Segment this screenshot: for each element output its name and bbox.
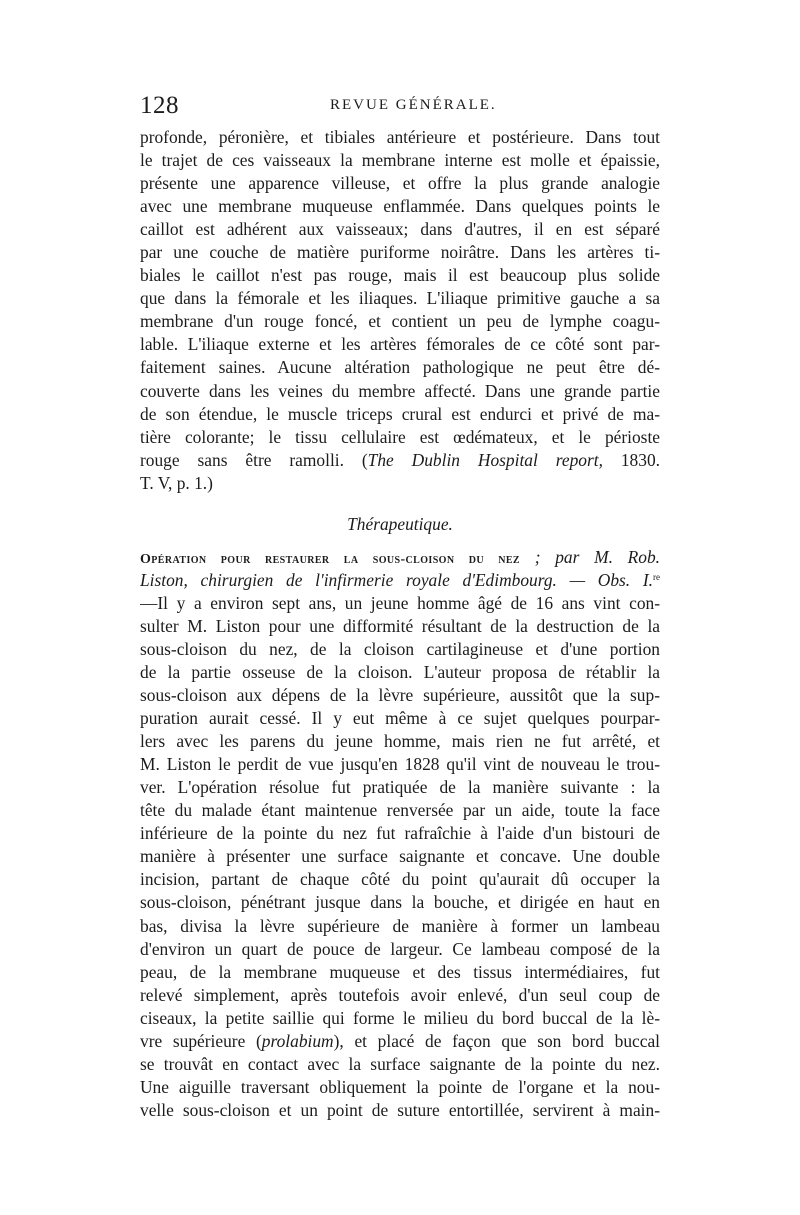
text-line: profonde, péronière, et tibiales antérieure et postérieure. Dans tout (140, 127, 660, 147)
text-line: que dans la fémorale et les iliaques. L'iliaque primitive gauche a sa (140, 288, 660, 309)
text-line: d'environ un quart de pouce de largeur. Ce lambeau composé de la (140, 938, 660, 959)
text-line: Une aiguille traversant obliquement la pointe de l'organe et la nou- (140, 1076, 660, 1097)
text-line: bas, divisa la lèvre supérieure de manière à former un lambeau (140, 915, 660, 936)
text-fragment: rouge sans être ramolli. ( (140, 449, 368, 470)
journal-title: The Dublin Hospital report, (367, 449, 603, 470)
text-line: sous-cloison du nez, de la cloison cartilagineuse et d'une portion (140, 638, 660, 659)
text-line: membrane d'un rouge foncé, et contient un peu de lymphe coagu- (140, 311, 660, 332)
body-text (140, 126, 660, 1122)
article-title-line (140, 546, 660, 569)
text-line: sous-cloison, pénétrant jusque dans la bouche, et dirigée en haut en (140, 892, 660, 913)
text-line: par une couche de matière puriforme noirâtre. Dans les artères ti- (140, 242, 660, 263)
text-fragment: ), et placé de façon que son bord buccal (333, 1030, 660, 1051)
text-line: biales le caillot n'est pas rouge, mais il est beaucoup plus solide (140, 265, 660, 286)
page-number: 128 (140, 92, 179, 119)
text-line: inférieure de la pointe du nez fut rafraîchie à l'aide d'un bistouri de (140, 823, 660, 844)
running-head: REVUE GÉNÉRALE. (330, 97, 497, 113)
text-line-citation (140, 449, 660, 472)
text-line: le trajet de ces vaisseaux la membrane interne est molle et épaissie, (140, 150, 660, 171)
text-fragment: vre supérieure ( (140, 1030, 262, 1051)
text-line: peau, de la membrane muqueuse et des tissus intermédiaires, fut (140, 961, 660, 982)
text-line: de son étendue, le muscle triceps crural est endurci et privé de ma- (140, 403, 660, 424)
prolabium-term: prolabium (261, 1030, 334, 1051)
text-line: —Il y a environ sept ans, un jeune homme âgé de 16 ans vint con- (140, 592, 660, 613)
text-line: incision, partant de chaque côté du point qu'aurait dû occuper la (140, 869, 660, 890)
text-line: faitement saines. Aucune altération pathologique ne peut être dé- (140, 357, 660, 378)
article-author-cont: Liston, chirurgien de l'infirmerie royale d'Edimbourg. — Obs. I. (140, 569, 653, 590)
article-author-line (140, 569, 660, 592)
article-author: M. Rob. (594, 546, 660, 567)
article-title: Opération pour restaurer la sous-cloison du nez (140, 551, 520, 567)
text-line: sulter M. Liston pour une difformité résultant de la destruction de la (140, 615, 660, 636)
article-title-sep: ; par (520, 546, 595, 567)
text-line: T. V, p. 1.) (140, 472, 213, 493)
obs-superscript: re (653, 571, 660, 582)
text-line: de la partie osseuse de la cloison. L'auteur proposa de rétablir la (140, 661, 660, 682)
text-line: relevé simplement, après toutefois avoir enlevé, d'un seul coup de (140, 984, 660, 1005)
text-line: ciseaux, la petite saillie qui forme le milieu du bord buccal de la lè- (140, 1007, 660, 1028)
section-heading: Thérapeutique. (347, 513, 453, 534)
text-line: manière à présenter une surface saignante et concave. Une double (140, 846, 660, 867)
text-line: caillot est adhérent aux vaisseaux; dans d'autres, il en est séparé (140, 219, 660, 240)
text-line: tière colorante; le tissu cellulaire est œdémateux, et le périoste (140, 426, 660, 447)
text-line: lable. L'iliaque externe et les artères fémorales de ce côté sont par- (140, 334, 660, 355)
text-line: tête du malade étant maintenue renversée par un aide, toute la face (140, 800, 660, 821)
text-line: avec une membrane muqueuse enflammée. Dans quelques points le (140, 196, 660, 217)
text-line-prolabium (140, 1030, 660, 1053)
text-line: se trouvât en contact avec la surface saignante de la pointe du nez. (140, 1053, 660, 1074)
page-header (140, 92, 660, 122)
text-line: lers avec les parens du jeune homme, mais rien ne fut arrêté, et (140, 731, 660, 752)
text-line: velle sous-cloison et un point de suture entortillée, servirent à main- (140, 1099, 660, 1120)
text-line: sous-cloison aux dépens de la lèvre supérieure, aussitôt que la sup- (140, 685, 660, 706)
text-line: ver. L'opération résolue fut pratiquée de la manière suivante : la (140, 777, 660, 798)
text-line: puration aurait cessé. Il y eut même à ce sujet quelques pourpar- (140, 708, 660, 729)
text-line: M. Liston le perdit de vue jusqu'en 1828 qu'il vint de nouveau le trou- (140, 754, 660, 775)
text-line: couverte dans les veines du membre affecté. Dans une grande partie (140, 380, 660, 401)
text-line: présente une apparence villeuse, et offre la plus grande analogie (140, 173, 660, 194)
citation-year: 1830. (602, 449, 660, 470)
